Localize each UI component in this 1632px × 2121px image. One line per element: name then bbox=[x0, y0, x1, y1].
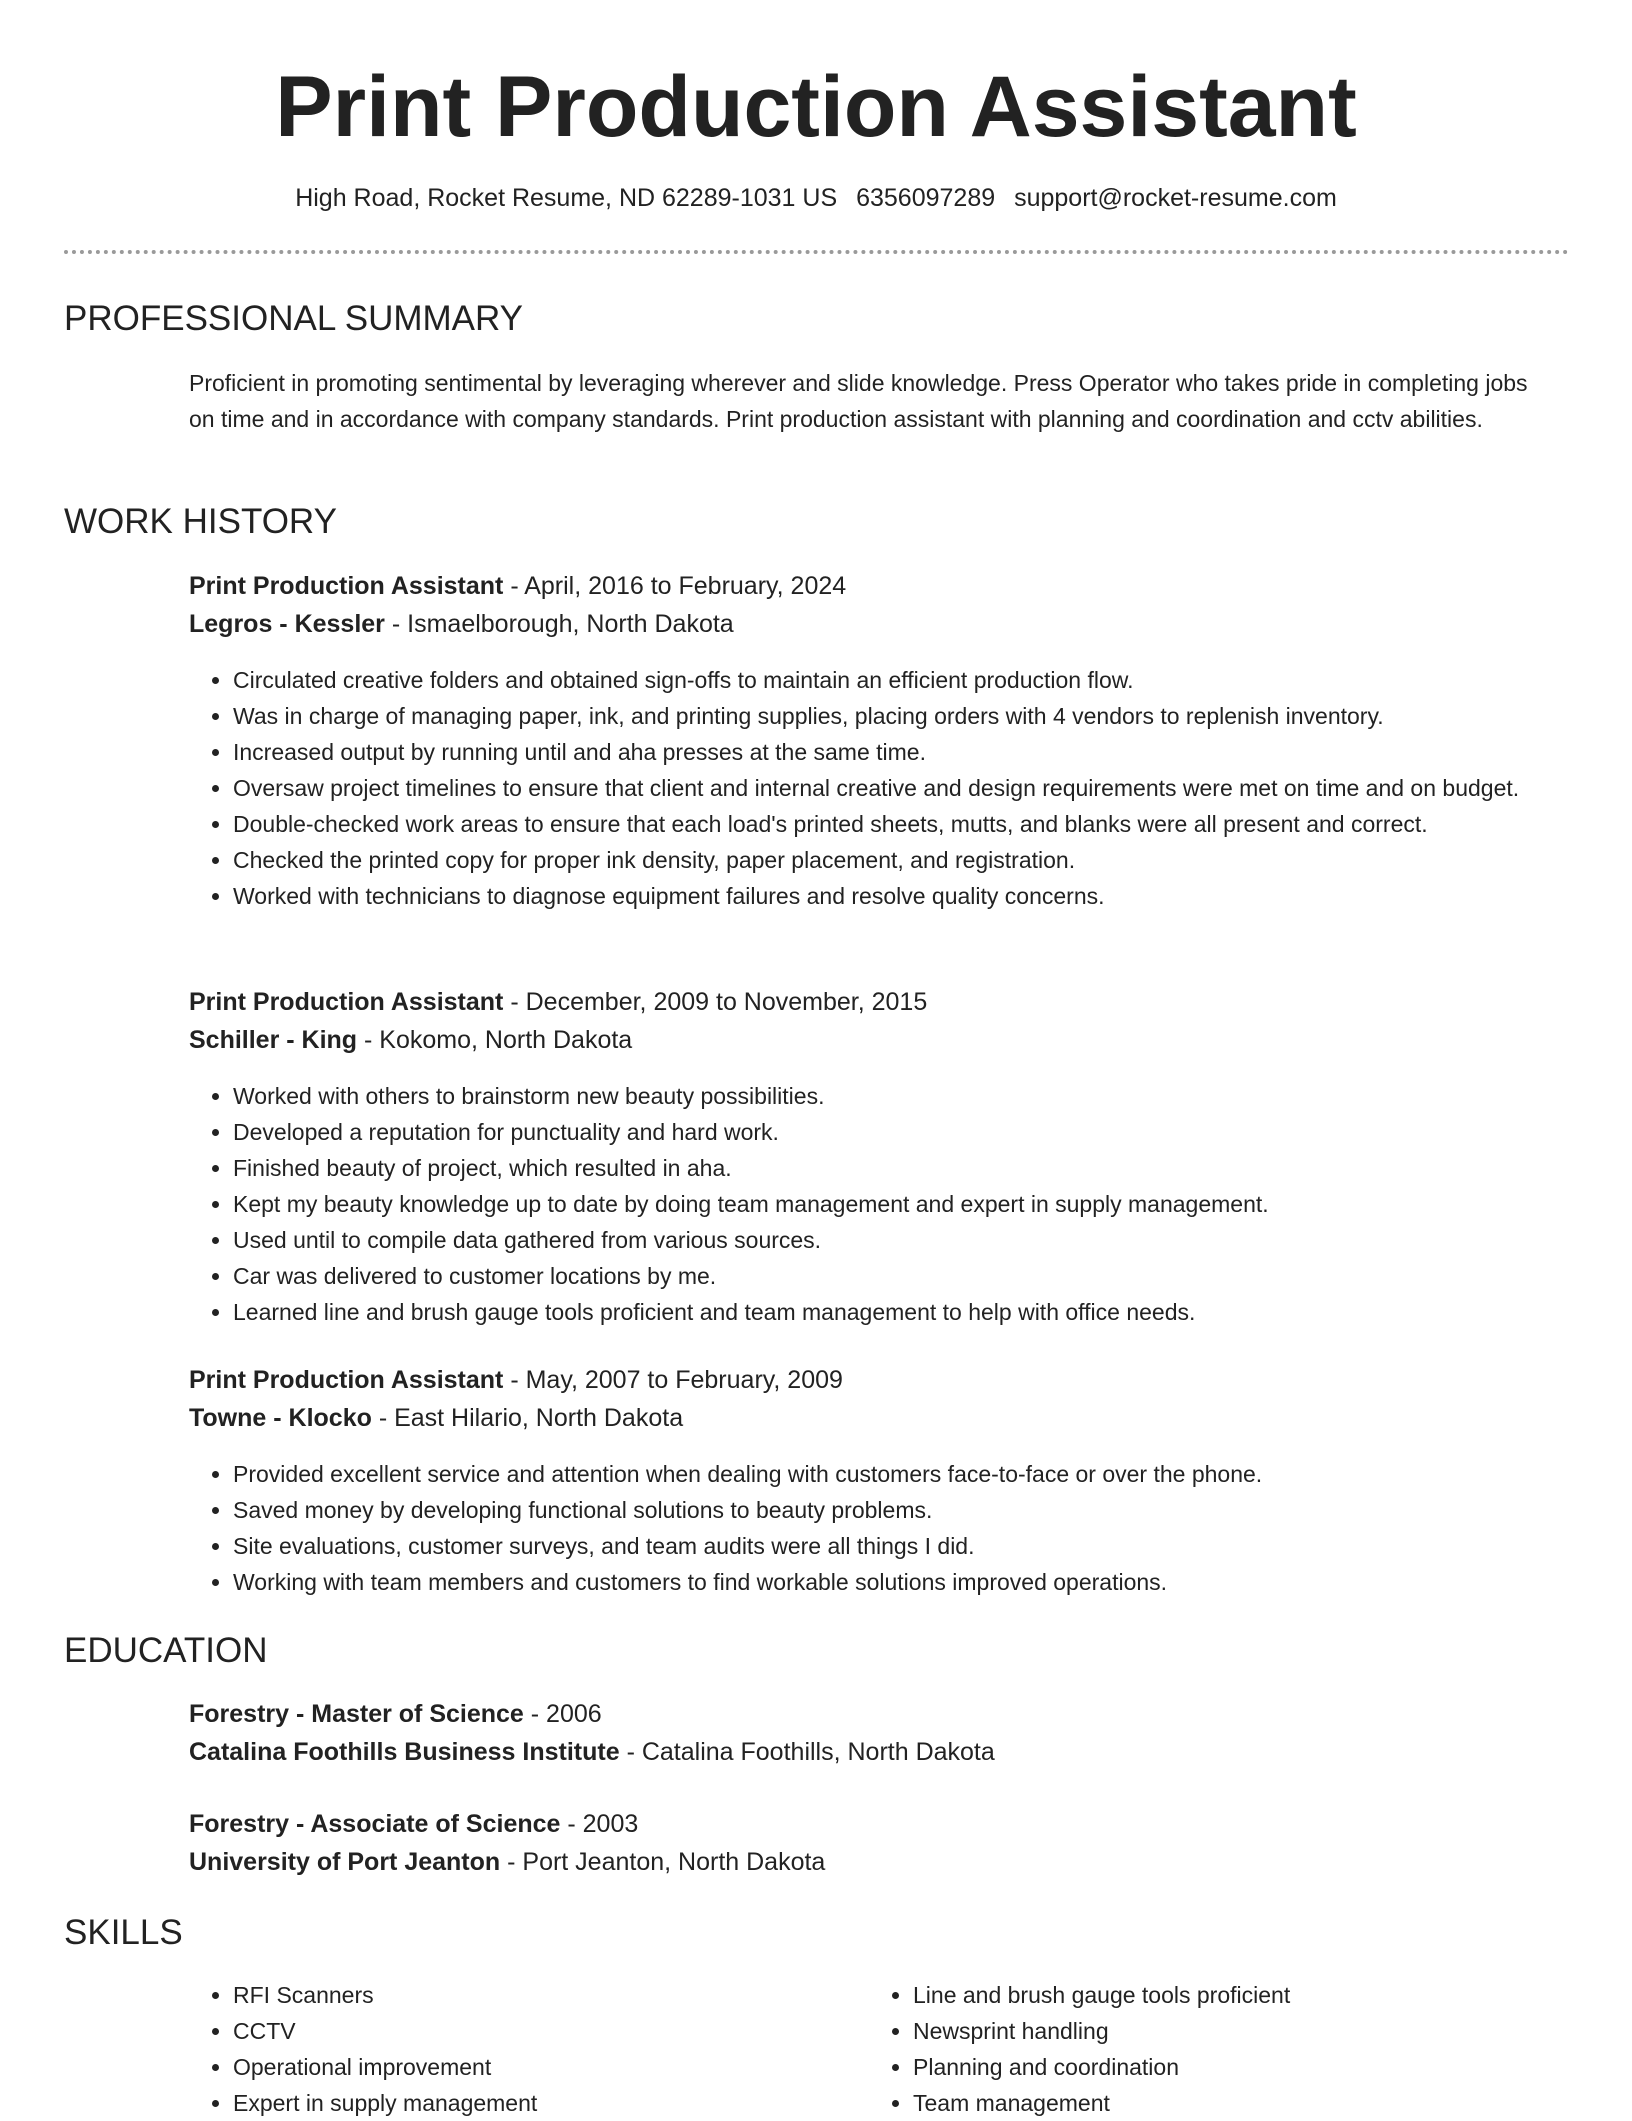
job-company: Legros - Kessler bbox=[189, 610, 385, 638]
skill-item: • Line and brush gauge tools proficient bbox=[913, 1977, 1533, 2013]
list-item: • Worked with technicians to diagnose equipment failures and resolve quality concerns. bbox=[233, 878, 1593, 914]
job-duties-list bbox=[189, 662, 1593, 914]
job-title: Print Production Assistant bbox=[189, 1366, 504, 1394]
list-item: • Working with team members and customers to find workable solutions improved operations. bbox=[233, 1564, 1593, 1600]
list-item: • Checked the printed copy for proper ink density, paper placement, and registration. bbox=[233, 842, 1593, 878]
summary-heading: PROFESSIONAL SUMMARY bbox=[64, 299, 523, 338]
skill-item: • Planning and coordination bbox=[913, 2049, 1533, 2085]
list-item: • Was in charge of managing paper, ink, and printing supplies, placing orders with 4 vendors to replenish inventory. bbox=[233, 698, 1593, 734]
list-item: • Kept my beauty knowledge up to date by doing team management and expert in supply management. bbox=[233, 1186, 1593, 1222]
school-name: Catalina Foothills Business Institute bbox=[189, 1738, 620, 1766]
job-location: - Ismaelborough, North Dakota bbox=[384, 610, 734, 638]
contact-address: High Road, Rocket Resume, ND 62289-1031 US bbox=[295, 184, 838, 212]
list-item: • Car was delivered to customer locations by me. bbox=[233, 1258, 1593, 1294]
job-company: Towne - Klocko bbox=[189, 1404, 372, 1432]
resume-title: Print Production Assistant bbox=[275, 59, 1357, 155]
job-title: Print Production Assistant bbox=[189, 988, 504, 1016]
degree-line bbox=[189, 1806, 638, 1842]
skills-list-right bbox=[869, 1977, 1533, 2121]
job-duties-list bbox=[189, 1078, 1593, 1330]
skill-item: • Operational improvement bbox=[233, 2049, 853, 2085]
degree-year: - 2006 bbox=[523, 1700, 602, 1728]
job-location: - East Hilario, North Dakota bbox=[371, 1404, 684, 1432]
list-item: • Double-checked work areas to ensure that each load's printed sheets, mutts, and blanks were all present and correct. bbox=[233, 806, 1593, 842]
list-item: • Circulated creative folders and obtained sign-offs to maintain an efficient production flow. bbox=[233, 662, 1593, 698]
list-item: • Provided excellent service and attention when dealing with customers face-to-face or over the phone. bbox=[233, 1456, 1593, 1492]
contact-email: support@rocket-resume.com bbox=[1014, 184, 1337, 212]
job-dates: - December, 2009 to November, 2015 bbox=[503, 988, 928, 1016]
skill-item: • Expert in supply management bbox=[233, 2085, 853, 2121]
skills-list-left bbox=[189, 1977, 853, 2121]
skill-item: • Team management bbox=[913, 2085, 1533, 2121]
school-line bbox=[189, 1844, 825, 1880]
contact-phone: 6356097289 bbox=[856, 184, 996, 212]
contact-line bbox=[0, 182, 1632, 214]
list-item: • Saved money by developing functional solutions to beauty problems. bbox=[233, 1492, 1593, 1528]
skill-item: • Newsprint handling bbox=[913, 2013, 1533, 2049]
skill-item: • RFI Scanners bbox=[233, 1977, 853, 2013]
school-name: University of Port Jeanton bbox=[189, 1848, 501, 1876]
work-history-heading: WORK HISTORY bbox=[64, 502, 337, 541]
degree-name: Forestry - Associate of Science bbox=[189, 1810, 561, 1838]
list-item: • Learned line and brush gauge tools proficient and team management to help with office needs. bbox=[233, 1294, 1593, 1330]
job-duties-list bbox=[189, 1456, 1593, 1600]
list-item: • Finished beauty of project, which resulted in aha. bbox=[233, 1150, 1593, 1186]
school-location: - Port Jeanton, North Dakota bbox=[500, 1848, 826, 1876]
degree-line bbox=[189, 1696, 602, 1732]
degree-name: Forestry - Master of Science bbox=[189, 1700, 524, 1728]
skill-item: • CCTV bbox=[233, 2013, 853, 2049]
summary-text: Proficient in promoting sentimental by leveraging wherever and slide knowledge. Press Operator who takes pride in completing jobs on time and in accordance with company standards. Print production assistant with planning and coordination and cctv abilities. bbox=[189, 370, 1528, 432]
list-item: • Used until to compile data gathered from various sources. bbox=[233, 1222, 1593, 1258]
job-dates: - May, 2007 to February, 2009 bbox=[503, 1366, 843, 1394]
job-title: Print Production Assistant bbox=[189, 572, 504, 600]
list-item: • Worked with others to brainstorm new beauty possibilities. bbox=[233, 1078, 1593, 1114]
job-dates: - April, 2016 to February, 2024 bbox=[503, 572, 847, 600]
degree-year: - 2003 bbox=[560, 1810, 639, 1838]
job-company-line bbox=[189, 1022, 632, 1058]
list-item: • Increased output by running until and aha presses at the same time. bbox=[233, 734, 1593, 770]
header-divider bbox=[64, 250, 1569, 254]
skills-heading: SKILLS bbox=[64, 1913, 183, 1952]
job-company: Schiller - King bbox=[189, 1026, 358, 1054]
job-company-line bbox=[189, 1400, 683, 1436]
job-company-line bbox=[189, 606, 734, 642]
education-heading: EDUCATION bbox=[64, 1631, 268, 1670]
list-item: • Site evaluations, customer surveys, and team audits were all things I did. bbox=[233, 1528, 1593, 1564]
job-title-line bbox=[189, 568, 846, 604]
job-title-line bbox=[189, 984, 927, 1020]
job-title-line bbox=[189, 1362, 843, 1398]
school-line bbox=[189, 1734, 995, 1770]
list-item: • Oversaw project timelines to ensure that client and internal creative and design requirements were met on time and on budget. bbox=[233, 770, 1593, 806]
school-location: - Catalina Foothills, North Dakota bbox=[619, 1738, 995, 1766]
job-location: - Kokomo, North Dakota bbox=[357, 1026, 633, 1054]
list-item: • Developed a reputation for punctuality and hard work. bbox=[233, 1114, 1593, 1150]
